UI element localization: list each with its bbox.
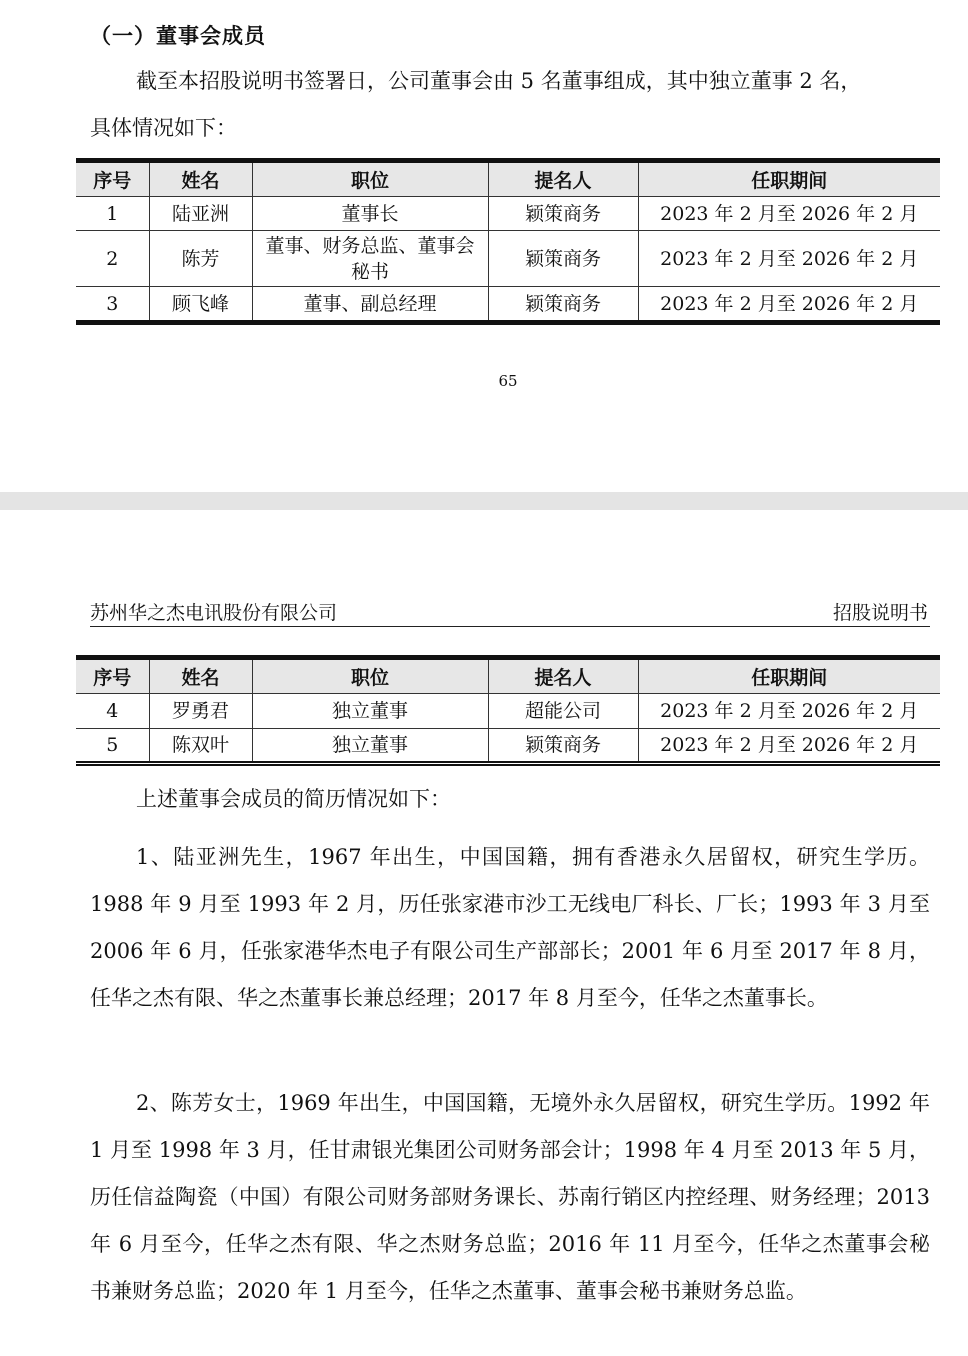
cell-index: 5 xyxy=(106,734,119,756)
cell-nominator: 颖策商务 xyxy=(488,287,638,323)
running-header-company: 苏州华之杰电讯股份有限公司 xyxy=(90,602,338,624)
cell-position: 董事长 xyxy=(252,197,488,231)
bio-intro-paragraph xyxy=(90,776,930,823)
cell-position: 董事、副总经理 xyxy=(252,287,488,323)
cell-name: 罗勇君 xyxy=(149,694,252,729)
bio-text-1: 1、陆亚洲先生，1967 年出生，中国国籍，拥有香港永久居留权，研究生学历。1988 年 9 月至 1993 年 2 月，历任张家港市沙工无线电厂科长、厂长；1993 年 3 月至 2006 年 6 月，任张家港华杰电子有限公司生产部部长；2001 年 6 月至 2017 年 8 月，任华之杰有限、华之杰董事长兼总经理；2017 年 8 月至今，任华之杰董事长。 xyxy=(90,845,930,1010)
col-header-index: 序号 xyxy=(76,658,149,694)
cell-term: 2023 年 2 月至 2026 年 2 月 xyxy=(638,729,940,764)
col-header-term: 任职期间 xyxy=(638,161,940,197)
cell-name: 陈芳 xyxy=(149,231,252,287)
cell-name: 顾飞峰 xyxy=(149,287,252,323)
cell-index: 1 xyxy=(76,197,149,231)
bio-paragraph-2 xyxy=(90,1080,930,1315)
table-row xyxy=(76,231,940,287)
cell-nominator: 颖策商务 xyxy=(488,231,638,287)
cell-term: 2023 年 2 月至 2026 年 2 月 xyxy=(638,287,940,323)
table-header-row xyxy=(76,658,940,694)
intro-line-2: 具体情况如下： xyxy=(90,116,237,140)
cell-index: 3 xyxy=(106,292,119,315)
cell-name: 陆亚洲 xyxy=(149,197,252,231)
board-members-table xyxy=(76,158,940,325)
col-header-position: 职位 xyxy=(252,161,488,197)
cell-index: 4 xyxy=(76,694,149,729)
col-header-name: 姓名 xyxy=(149,161,252,197)
document-page-65 xyxy=(0,0,968,492)
bio-paragraph-1 xyxy=(90,834,930,1022)
intro-line-1: 截至本招股说明书签署日，公司董事会由 5 名董事组成，其中独立董事 2 名， xyxy=(136,69,862,93)
table-row xyxy=(76,197,940,231)
table-row xyxy=(76,287,940,323)
section-title: （一）董事会成员 xyxy=(90,24,266,48)
cell-term: 2023 年 2 月至 2026 年 2 月 xyxy=(638,231,940,287)
page-number: 65 xyxy=(498,372,518,390)
cell-nominator: 颖策商务 xyxy=(488,197,638,231)
intro-paragraph xyxy=(90,58,930,152)
col-header-index: 序号 xyxy=(76,161,149,197)
document-page-66 xyxy=(0,510,968,1356)
running-header-doc: 招股说明书 xyxy=(832,602,928,624)
cell-position: 董事、财务总监、董事会秘书 xyxy=(252,231,488,287)
col-header-name: 姓名 xyxy=(149,658,252,694)
col-header-term: 任职期间 xyxy=(638,658,940,694)
cell-name: 陈双叶 xyxy=(149,729,252,764)
cell-index: 2 xyxy=(76,231,149,287)
cell-term: 2023 年 2 月至 2026 年 2 月 xyxy=(638,694,940,729)
bio-text-2: 2、陈芳女士，1969 年出生，中国国籍，无境外永久居留权，研究生学历。1992 年 1 月至 1998 年 3 月，任甘肃银光集团公司财务部会计；1998 年 4 月至 2013 年 5 月，历任信益陶瓷（中国）有限公司财务部财务课长、苏南行销区内控经理、财务经理；2013 年 6 月至今，任华之杰有限、华之杰财务总监；2016 年 11 月至今，任华之杰董事会秘书兼财务总监；2020 年 1 月至今，任华之杰董事、董事会秘书兼财务总监。 xyxy=(90,1091,930,1303)
bio-intro: 上述董事会成员的简历情况如下： xyxy=(136,787,451,811)
header-rule xyxy=(90,626,930,627)
col-header-nominator: 提名人 xyxy=(488,161,638,197)
page-separator xyxy=(0,492,968,510)
cell-position: 独立董事 xyxy=(252,694,488,729)
board-members-table-continued xyxy=(76,655,940,766)
cell-nominator: 超能公司 xyxy=(488,694,638,729)
col-header-position: 职位 xyxy=(252,658,488,694)
col-header-nominator: 提名人 xyxy=(488,658,638,694)
table-header-row xyxy=(76,161,940,197)
table-row xyxy=(76,694,940,729)
cell-nominator: 颖策商务 xyxy=(488,729,638,764)
table-row xyxy=(76,729,940,764)
cell-position: 独立董事 xyxy=(252,729,488,764)
cell-term: 2023 年 2 月至 2026 年 2 月 xyxy=(638,197,940,231)
